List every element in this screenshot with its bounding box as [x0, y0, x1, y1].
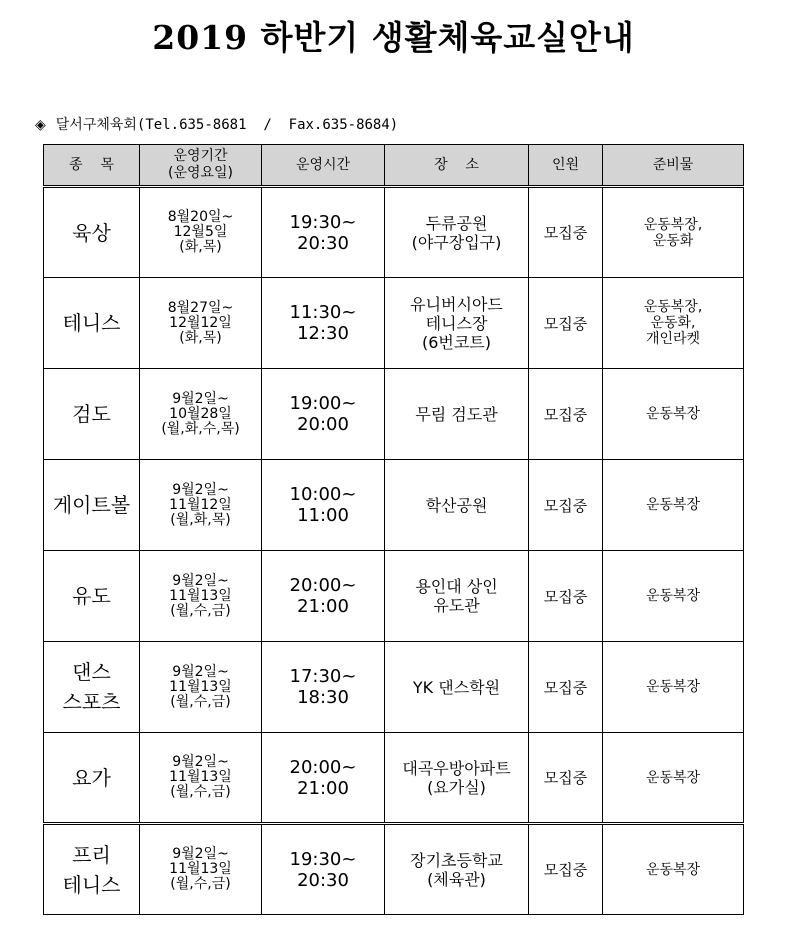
cell-time-line: 20:00~: [289, 575, 357, 596]
cell-sport: [44, 278, 140, 369]
cell-period-line: 9월2일~: [172, 663, 229, 680]
cell-place-line: 장기초등학교: [410, 850, 503, 870]
header-time: 운영시간: [262, 145, 385, 187]
cell-people: 모집중: [529, 187, 603, 278]
cell-people: 모집중: [529, 824, 603, 915]
cell-equipment-line: 운동복장: [645, 497, 701, 513]
header-place: 장 소: [385, 145, 529, 187]
cell-period-line: 9월2일~: [172, 846, 229, 862]
cell-time: [262, 824, 385, 915]
cell-time-line: 19:00~: [289, 393, 357, 414]
cell-period-line: (월,수,금): [170, 876, 231, 892]
cell-period: [140, 278, 262, 369]
diamond-icon: ◈: [35, 117, 46, 133]
cell-time-line: 18:30: [297, 687, 349, 708]
cell-period-line: 11월13일: [169, 678, 232, 695]
cell-sport-line: 프리: [72, 842, 111, 867]
table-row: [44, 278, 744, 369]
cell-time: [262, 551, 385, 642]
cell-place: [385, 460, 529, 551]
cell-time-line: 21:00: [297, 596, 349, 617]
table-row: [44, 824, 744, 915]
cell-place: [385, 824, 529, 915]
cell-time-line: 17:30~: [289, 666, 357, 687]
cell-place-line: 용인대 상인: [415, 577, 498, 596]
cell-period-line: (월,수,금): [170, 693, 231, 710]
cell-period: [140, 187, 262, 278]
cell-time: [262, 187, 385, 278]
cell-sport-line: 댄스: [72, 660, 111, 684]
cell-people: 모집중: [529, 460, 603, 551]
cell-equipment: [603, 824, 744, 915]
cell-people: 모집중: [529, 642, 603, 733]
cell-place: [385, 278, 529, 369]
cell-time-line: 19:30~: [289, 848, 357, 870]
table-row: [44, 187, 744, 278]
table-row: [44, 369, 744, 460]
cell-place-line: YK 댄스학원: [412, 677, 501, 697]
header-equipment: 준비물: [603, 145, 744, 187]
cell-equipment-line: 운동복장,: [643, 299, 703, 315]
cell-place-line: (야구장입구): [411, 232, 502, 252]
table-row: [44, 460, 744, 551]
cell-equipment: [603, 642, 744, 733]
organization-contact: [35, 114, 398, 134]
header-period-line: (운영요일): [167, 165, 234, 181]
cell-period-line: 8월27일~: [167, 299, 234, 316]
cell-equipment-line: 운동복장: [645, 861, 701, 878]
header-period: [140, 145, 262, 187]
cell-sport-line: 게이트볼: [52, 493, 131, 517]
cell-place: [385, 551, 529, 642]
cell-sport-line: 검도: [72, 402, 111, 426]
cell-period: [140, 642, 262, 733]
cell-sport: [44, 733, 140, 824]
table-row: [44, 733, 744, 824]
cell-time-line: 12:30: [297, 323, 349, 344]
cell-equipment-line: 운동복장: [645, 679, 701, 695]
cell-period: [140, 551, 262, 642]
cell-place-line: 유도관: [433, 596, 480, 615]
cell-sport-line: 테니스: [62, 872, 121, 897]
cell-period-line: 10월28일: [169, 405, 232, 422]
page-title: 2019 하반기 생활체육교실안내: [152, 18, 635, 57]
cell-sport: [44, 460, 140, 551]
cell-equipment-line: 운동복장,: [643, 216, 703, 233]
cell-period-line: (화,목): [179, 329, 222, 346]
cell-place-line: 테니스장: [425, 313, 488, 333]
cell-time-line: 20:00: [297, 414, 349, 435]
cell-equipment: [603, 369, 744, 460]
cell-sport: [44, 369, 140, 460]
cell-equipment-line: 개인라켓: [645, 331, 701, 347]
cell-time-line: 19:30~: [289, 211, 357, 233]
cell-time-line: 20:30: [297, 869, 349, 891]
cell-place-line: (요가실): [427, 777, 486, 797]
cell-period: [140, 369, 262, 460]
cell-time: [262, 733, 385, 824]
cell-period-line: 9월2일~: [172, 754, 229, 770]
table-row: [44, 551, 744, 642]
cell-sport: [44, 824, 140, 915]
cell-place-line: (체육관): [427, 869, 486, 889]
cell-time: [262, 642, 385, 733]
header-sport: 종 목: [44, 145, 140, 187]
cell-equipment-line: 운동화,: [650, 315, 696, 331]
cell-sport: [44, 642, 140, 733]
cell-time: [262, 460, 385, 551]
cell-time-line: 10:00~: [289, 484, 357, 505]
cell-sport-line: 테니스: [62, 311, 121, 335]
cell-sport: [44, 551, 140, 642]
cell-equipment: [603, 733, 744, 824]
cell-time-line: 21:00: [297, 777, 349, 799]
cell-time: [262, 369, 385, 460]
table-header-row: [44, 145, 744, 187]
cell-equipment: [603, 460, 744, 551]
cell-period-line: (월,화,수,목): [161, 420, 240, 437]
cell-place-line: 두류공원: [425, 213, 488, 233]
cell-period-line: (월,화,목): [170, 511, 231, 528]
cell-period-line: (월,수,금): [170, 784, 231, 800]
cell-sport-line: 육상: [72, 220, 111, 245]
cell-equipment: [603, 278, 744, 369]
cell-sport-line: 유도: [72, 584, 111, 608]
cell-sport-line: 요가: [72, 765, 111, 790]
cell-period-line: 9월2일~: [172, 572, 229, 589]
cell-equipment: [603, 551, 744, 642]
cell-time-line: 11:30~: [289, 302, 357, 323]
cell-place: [385, 187, 529, 278]
cell-period-line: 12월12일: [169, 314, 232, 331]
cell-equipment-line: 운동복장: [645, 588, 701, 604]
cell-equipment-line: 운동복장: [645, 406, 701, 422]
table-row: [44, 642, 744, 733]
cell-period-line: 9월2일~: [172, 481, 229, 498]
cell-time: [262, 278, 385, 369]
cell-people: 모집중: [529, 278, 603, 369]
cell-equipment: [603, 187, 744, 278]
cell-period-line: (월,수,금): [170, 602, 231, 619]
cell-period-line: 11월12일: [169, 496, 232, 513]
header-people: 인원: [529, 145, 603, 187]
cell-equipment-line: 운동화: [652, 232, 694, 249]
cell-sport-line: 스포츠: [62, 690, 121, 714]
cell-people: 모집중: [529, 733, 603, 824]
cell-period: [140, 824, 262, 915]
schedule-table: [43, 144, 744, 915]
cell-period-line: 9월2일~: [172, 390, 229, 407]
cell-place: [385, 369, 529, 460]
cell-period-line: 8월20일~: [167, 209, 234, 225]
cell-sport: [44, 187, 140, 278]
cell-people: 모집중: [529, 369, 603, 460]
cell-time-line: 20:30: [297, 232, 349, 254]
cell-time-line: 11:00: [297, 505, 349, 526]
cell-place: [385, 642, 529, 733]
cell-people: 모집중: [529, 551, 603, 642]
cell-place: [385, 733, 529, 824]
cell-place-line: 무림 검도관: [415, 404, 498, 424]
cell-equipment-line: 운동복장: [645, 769, 701, 786]
cell-place-line: (6번코트): [421, 332, 492, 352]
cell-period: [140, 460, 262, 551]
header-period-line: 운영기간: [173, 148, 228, 164]
cell-time-line: 20:00~: [289, 756, 357, 778]
cell-period-line: 11월13일: [169, 587, 232, 604]
cell-period-line: 11월13일: [169, 769, 232, 785]
cell-period: [140, 733, 262, 824]
cell-period-line: 11월13일: [169, 861, 232, 877]
cell-period-line: 12월5일: [173, 224, 228, 240]
cell-place-line: 대곡우방아파트: [402, 758, 511, 778]
cell-period-line: (화,목): [179, 239, 222, 255]
organization-text: 달서구체육회(Tel.635-8681 / Fax.635-8684): [55, 117, 399, 133]
cell-place-line: 학산공원: [425, 495, 488, 515]
cell-place-line: 유니버시아드: [410, 294, 503, 314]
